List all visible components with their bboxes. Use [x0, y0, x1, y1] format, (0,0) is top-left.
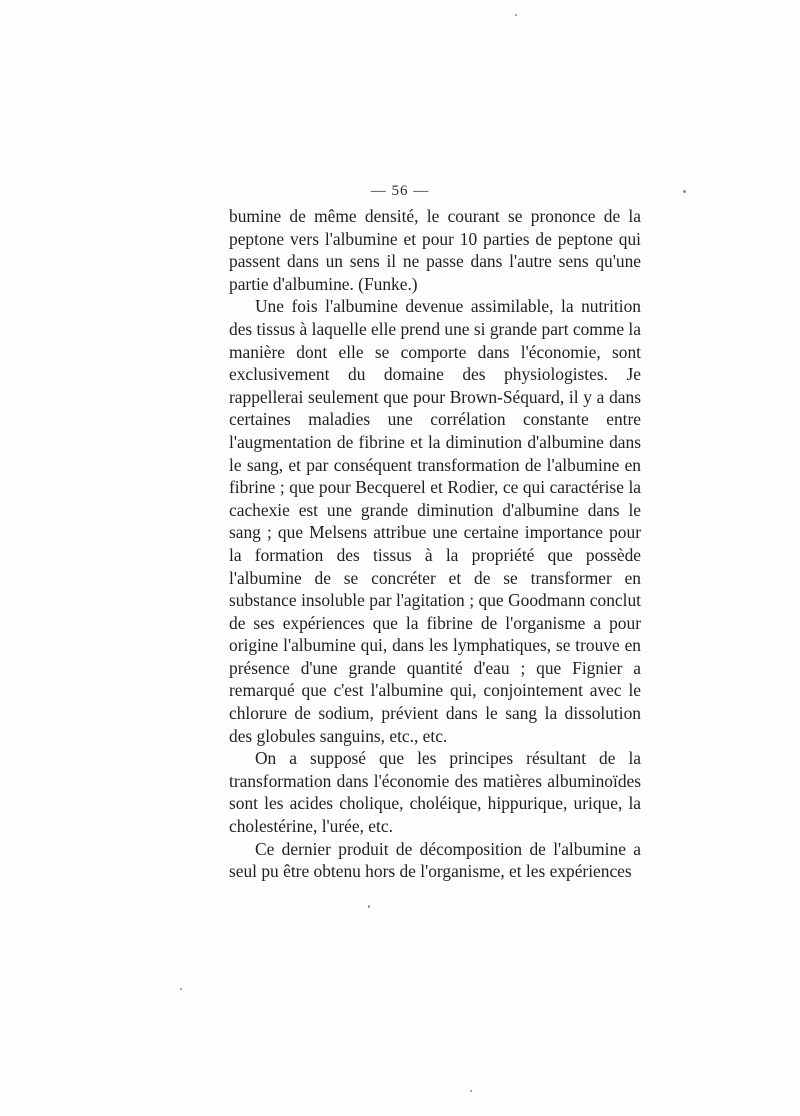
print-speck — [515, 14, 517, 16]
body-text — [229, 205, 641, 883]
print-speck — [368, 905, 370, 908]
paragraph: Ce dernier produit de décomposition de l'albumine a seul pu être obtenu hors de l'organisme, et les expériences — [229, 838, 641, 882]
paragraph: bumine de même densité, le courant se prononce de la peptone vers l'albumine et pour 10 parties de peptone qui passent dans un sens il ne passe dans l'autre sens qu'une partie d'albumine. (Funke.) — [229, 206, 641, 294]
paragraph: Une fois l'albumine devenue assimilable, la nutrition des tissus à laquelle elle prend une si grande part comme la manière dont elle se comporte dans l'économie, sont exclusivement du domaine des physiologistes. Je rappellerai seulement que pour Brown-Séquard, il y a dans certaines maladies une corrélation constante entre l'augmentation de fibrine et la diminution d'albumine dans le sang, et par conséquent transformation de l'albumine en fibrine ; que pour Becquerel et Rodier, ce qui caractérise la cachexie est une grande diminution d'albumine dans le sang ; que Melsens attribue une certaine importance pour la formation des tissus à la propriété que possède l'albumine de se concréter et de se transformer en substance insoluble par l'agitation ; que Goodmann conclut de ses expériences que la fibrine de l'organisme a pour origine l'albumine qui, dans les lymphatiques, se trouve en présence d'une grande quantité d'eau ; que Fignier a remarqué que c'est l'albumine qui, conjointement avec le chlorure de sodium, prévient dans le sang la dissolution des globules sanguins, etc., etc. — [229, 296, 641, 746]
page-number: — 56 — — [370, 183, 430, 199]
print-speck — [683, 190, 686, 193]
paragraph: On a supposé que les principes résultant de la transformation dans l'économie des matières albuminoïdes sont les acides cholique, choléique, hippurique, urique, la cholestérine, l'urée, etc. — [229, 748, 641, 837]
print-speck — [180, 988, 182, 990]
print-speck — [470, 1090, 472, 1092]
